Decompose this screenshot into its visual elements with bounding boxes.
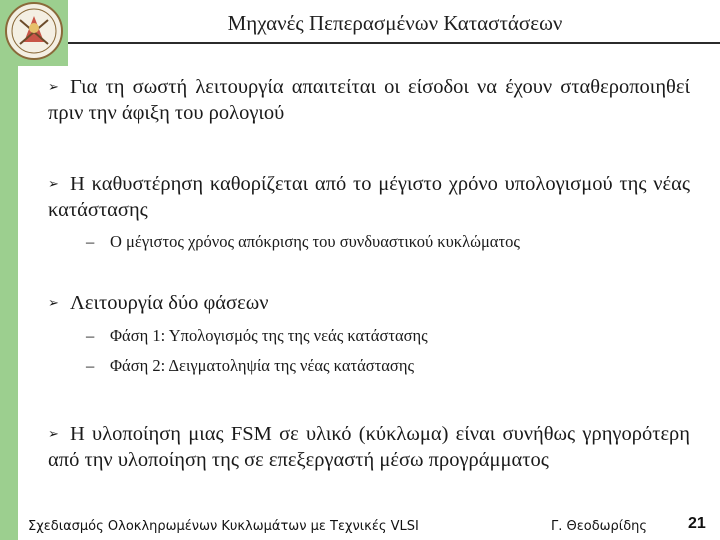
arrow-bullet-icon: ➢ [48,79,59,94]
page-number: 21 [688,515,706,532]
footer-course: Σχεδιασμός Ολοκληρωμένων Κυκλωμάτων με Τεχνικές VLSI [28,519,419,534]
title-underline [68,42,720,44]
bullet-3-text: Λειτουργία δύο φάσεων [70,292,269,314]
bullet-2-sub-1-text: Ο μέγιστος χρόνος απόκρισης του συνδυαστικού κυκλώματος [110,232,520,251]
arrow-bullet-icon: ➢ [48,176,59,191]
bullet-2 [48,171,690,223]
bullet-1 [48,74,690,126]
bullet-2-text: Η καθυστέρηση καθορίζεται από το μέγιστο χρόνο υπολογισμού της νέας κατάστασης [48,173,690,221]
bullet-3 [48,290,690,316]
arrow-bullet-icon: ➢ [48,295,59,310]
dash-marker: – [86,232,95,251]
arrow-bullet-icon: ➢ [48,426,59,441]
bullet-1-text: Για τη σωστή λειτουργία απαιτείται οι είσοδοι να έχουν σταθεροποιηθεί πριν την άφιξη του ρολογιού [48,76,690,124]
footer-author: Γ. Θεοδωρίδης [551,519,648,534]
bullet-2-sub-1 [86,231,690,253]
dash-marker: – [86,356,95,375]
page-title: Μηχανές Πεπερασμένων Καταστάσεων [227,11,563,35]
dash-marker: – [86,326,95,345]
bullet-3-sub-2 [86,355,690,377]
bullet-4 [48,421,690,473]
bullet-3-sub-1-text: Φάση 1: Υπολογισμός της της νεάς κατάστασης [110,326,428,345]
bullet-4-text: Η υλοποίηση μιας FSM σε υλικό (κύκλωμα) είναι συνήθως γρηγορότερη από την υλοποίηση της σε επεξεργαστή μέσω προγράμματος [48,423,690,471]
bullet-3-sub-1 [86,325,690,347]
university-seal-icon [0,0,68,62]
left-decor-bar [0,0,18,540]
bullet-3-sub-2-text: Φάση 2: Δειγματοληψία της νέας κατάστασης [110,356,414,375]
